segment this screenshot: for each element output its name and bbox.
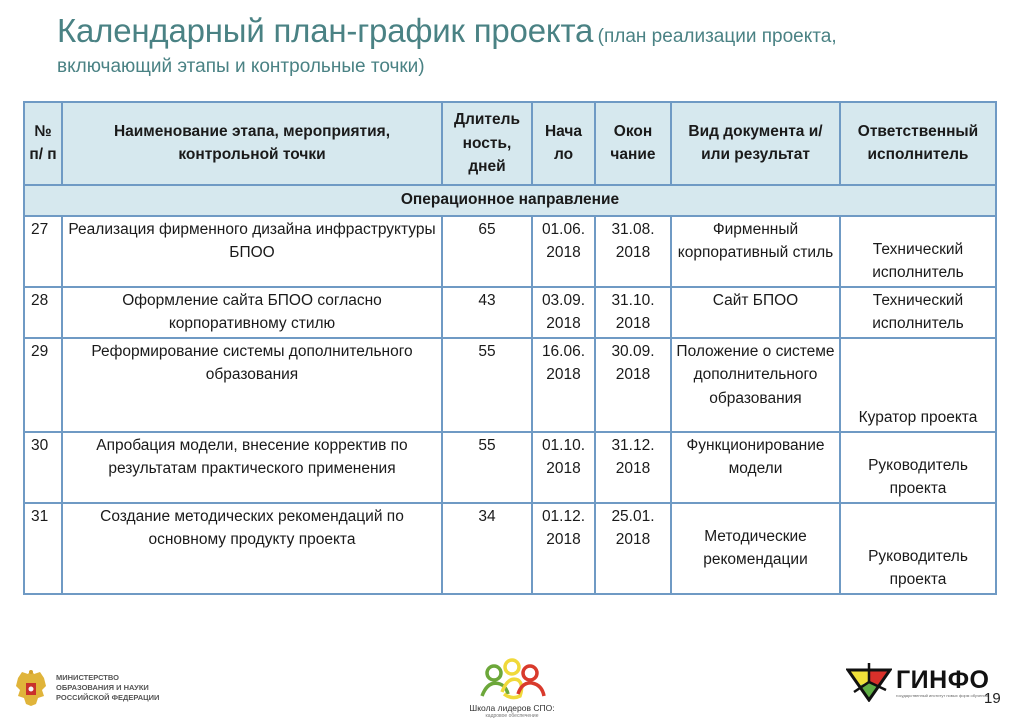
coat-of-arms-icon	[14, 668, 48, 708]
ministry-line-3: РОССИЙСКОЙ ФЕДЕРАЦИИ	[56, 693, 160, 702]
row-responsible: Технический исполнитель	[840, 216, 996, 287]
ministry-line-1: МИНИСТЕРСТВО	[56, 673, 119, 682]
schedule-table	[23, 101, 997, 595]
page-number: 19	[984, 690, 1001, 707]
row-name: Создание методических рекомендаций по основному продукту проекта	[62, 503, 442, 594]
row-responsible: Руководитель проекта	[840, 432, 996, 503]
people-icon	[474, 658, 550, 700]
school-tagline: кадровое обеспечение	[485, 713, 539, 719]
header-name: Наименование этапа, мероприятия, контрольной точки	[62, 102, 442, 185]
row-duration: 65	[442, 216, 532, 287]
row-result: Функционирование модели	[671, 432, 840, 503]
header-start: Нача ло	[532, 102, 595, 185]
slide-title	[57, 12, 1007, 78]
row-number: 29	[24, 338, 62, 432]
ginfo-name: ГИНФО	[896, 665, 990, 694]
row-name: Апробация модели, внесение корректив по результатам практического применения	[62, 432, 442, 503]
ginfo-logo	[846, 662, 989, 702]
row-duration: 34	[442, 503, 532, 594]
table-row	[24, 432, 996, 503]
slide-footer	[0, 640, 1024, 723]
title-subtitle: (план реализации проекта,	[597, 26, 837, 47]
school-name: Школа лидеров СПО:	[469, 703, 555, 713]
row-name: Оформление сайта БПОО согласно корпоративному стилю	[62, 287, 442, 338]
section-row	[24, 185, 996, 216]
row-start: 03.09. 2018	[532, 287, 595, 338]
row-responsible: Технический исполнитель	[840, 287, 996, 338]
row-result: Фирменный корпоративный стиль	[671, 216, 840, 287]
row-start: 01.10. 2018	[532, 432, 595, 503]
row-end: 31.10. 2018	[595, 287, 671, 338]
header-duration: Длитель ность, дней	[442, 102, 532, 185]
row-number: 31	[24, 503, 62, 594]
header-responsible: Ответственный исполнитель	[840, 102, 996, 185]
row-responsible: Куратор проекта	[840, 338, 996, 432]
row-end: 31.12. 2018	[595, 432, 671, 503]
ginfo-tagline: государственный институт новых форм обучения	[896, 692, 988, 698]
row-start: 01.12. 2018	[532, 503, 595, 594]
table-header-row	[24, 102, 996, 185]
row-result: Методические рекомендации	[671, 503, 840, 594]
row-responsible: Руководитель проекта	[840, 503, 996, 594]
title-main: Календарный план-график проекта	[57, 12, 594, 49]
ministry-line-2: ОБРАЗОВАНИЯ И НАУКИ	[56, 683, 149, 692]
table-row	[24, 287, 996, 338]
row-end: 31.08. 2018	[595, 216, 671, 287]
row-duration: 55	[442, 432, 532, 503]
row-result: Положение о системе дополнительного образования	[671, 338, 840, 432]
row-name: Реализация фирменного дизайна инфраструктуры БПОО	[62, 216, 442, 287]
header-number: № п/ п	[24, 102, 62, 185]
row-start: 16.06. 2018	[532, 338, 595, 432]
ministry-logo	[14, 668, 159, 708]
row-start: 01.06. 2018	[532, 216, 595, 287]
triangle-logo-icon	[846, 662, 892, 702]
header-end: Окон чание	[595, 102, 671, 185]
row-number: 28	[24, 287, 62, 338]
table-row	[24, 338, 996, 432]
table-row	[24, 216, 996, 287]
section-title: Операционное направление	[24, 185, 996, 216]
row-end: 25.01. 2018	[595, 503, 671, 594]
row-duration: 43	[442, 287, 532, 338]
row-name: Реформирование системы дополнительного образования	[62, 338, 442, 432]
row-number: 27	[24, 216, 62, 287]
row-result: Сайт БПОО	[671, 287, 840, 338]
header-result: Вид документа и/или результат	[671, 102, 840, 185]
row-end: 30.09. 2018	[595, 338, 671, 432]
row-duration: 55	[442, 338, 532, 432]
row-number: 30	[24, 432, 62, 503]
school-logo	[452, 658, 572, 719]
table-row	[24, 503, 996, 594]
title-subtitle-line2: включающий этапы и контрольные точки)	[57, 55, 425, 77]
